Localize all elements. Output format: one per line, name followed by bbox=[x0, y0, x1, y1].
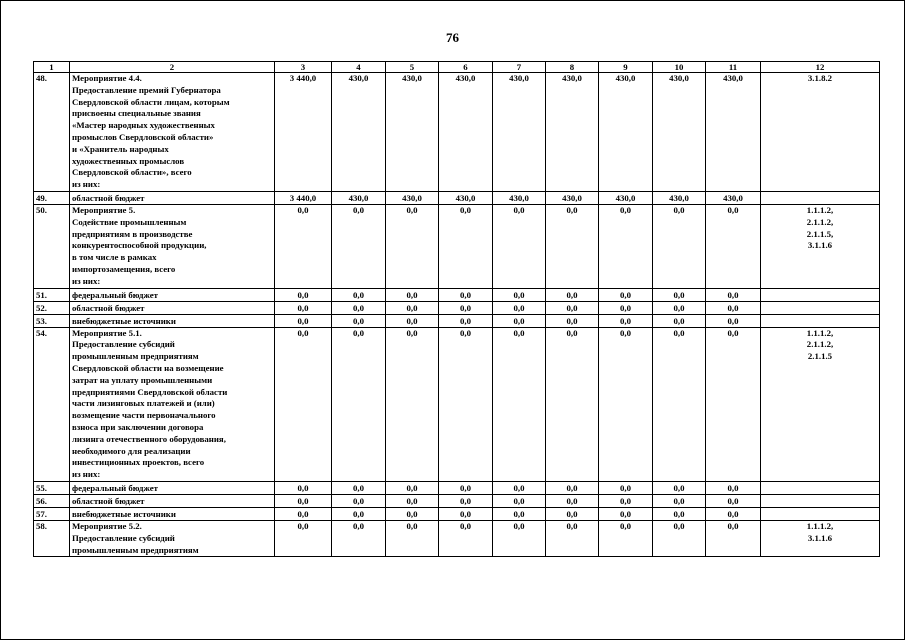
value-cell: 0,0 bbox=[275, 288, 332, 301]
program-table bbox=[33, 61, 880, 557]
value-cell: 430,0 bbox=[546, 73, 599, 192]
value-cell: 0,0 bbox=[706, 314, 761, 327]
row-number: 52. bbox=[34, 301, 70, 314]
value-cell: 0,0 bbox=[599, 507, 653, 520]
row-number: 56. bbox=[34, 494, 70, 507]
value-cell: 0,0 bbox=[546, 204, 599, 288]
description-line: «Мастер народных художественных bbox=[72, 120, 215, 131]
value-cell: 0,0 bbox=[386, 314, 439, 327]
value-cell: 0,0 bbox=[386, 327, 439, 481]
description-line: затрат на уплату промышленными bbox=[72, 374, 213, 385]
description-line: федеральный бюджет bbox=[72, 482, 158, 493]
table-row bbox=[34, 481, 880, 494]
value-cell: 0,0 bbox=[439, 481, 493, 494]
table-row bbox=[34, 301, 880, 314]
description-line: промышленным предприятиям bbox=[72, 351, 199, 362]
target-code: 1.1.1.2, 3.1.1.6 bbox=[761, 520, 880, 556]
value-cell: 430,0 bbox=[493, 191, 546, 204]
row-description bbox=[70, 301, 275, 314]
value-cell: 0,0 bbox=[493, 327, 546, 481]
column-header: 1 bbox=[34, 62, 70, 73]
value-cell: 0,0 bbox=[275, 520, 332, 556]
row-description bbox=[70, 520, 275, 556]
description-line: импортозамещения, всего bbox=[72, 263, 176, 274]
description-line: внебюджетные источники bbox=[72, 508, 176, 519]
value-cell: 0,0 bbox=[653, 481, 706, 494]
column-header: 10 bbox=[653, 62, 706, 73]
description-line: в том числе в рамках bbox=[72, 252, 157, 263]
description-line: Свердловской области лицам, которым bbox=[72, 96, 230, 107]
row-description bbox=[70, 191, 275, 204]
value-cell: 0,0 bbox=[332, 288, 386, 301]
target-code: 3.1.8.2 bbox=[761, 73, 880, 192]
value-cell: 0,0 bbox=[493, 481, 546, 494]
row-description bbox=[70, 314, 275, 327]
value-cell: 0,0 bbox=[332, 301, 386, 314]
row-number: 58. bbox=[34, 520, 70, 556]
column-header: 12 bbox=[761, 62, 880, 73]
row-description bbox=[70, 494, 275, 507]
value-cell: 0,0 bbox=[546, 494, 599, 507]
value-cell: 0,0 bbox=[546, 520, 599, 556]
description-line: предприятиям в производстве bbox=[72, 228, 193, 239]
description-line: областной бюджет bbox=[72, 495, 145, 506]
value-cell: 430,0 bbox=[653, 191, 706, 204]
value-cell: 430,0 bbox=[546, 191, 599, 204]
description-line: присвоены специальные звания bbox=[72, 108, 201, 119]
value-cell: 430,0 bbox=[599, 191, 653, 204]
row-number: 51. bbox=[34, 288, 70, 301]
value-cell: 0,0 bbox=[275, 481, 332, 494]
description-line: Предоставление премий Губернатора bbox=[72, 84, 221, 95]
value-cell: 0,0 bbox=[275, 507, 332, 520]
row-description bbox=[70, 288, 275, 301]
target-code bbox=[761, 191, 880, 204]
value-cell: 0,0 bbox=[706, 494, 761, 507]
value-cell: 0,0 bbox=[275, 314, 332, 327]
description-line: части лизинговых платежей и (или) bbox=[72, 398, 215, 409]
target-code bbox=[761, 314, 880, 327]
value-cell: 0,0 bbox=[439, 507, 493, 520]
value-cell: 0,0 bbox=[493, 494, 546, 507]
value-cell: 430,0 bbox=[332, 73, 386, 192]
description-line: Мероприятие 5. bbox=[72, 204, 136, 215]
value-cell: 0,0 bbox=[599, 301, 653, 314]
value-cell: 0,0 bbox=[275, 327, 332, 481]
column-header: 6 bbox=[439, 62, 493, 73]
value-cell: 0,0 bbox=[332, 494, 386, 507]
value-cell: 3 440,0 bbox=[275, 73, 332, 192]
description-line: Предоставление субсидий bbox=[72, 339, 175, 350]
value-cell: 0,0 bbox=[546, 507, 599, 520]
description-line: областной бюджет bbox=[72, 192, 145, 203]
value-cell: 0,0 bbox=[493, 314, 546, 327]
value-cell: 430,0 bbox=[493, 73, 546, 192]
description-line: областной бюджет bbox=[72, 302, 145, 313]
value-cell: 0,0 bbox=[332, 507, 386, 520]
table-row bbox=[34, 314, 880, 327]
value-cell: 430,0 bbox=[439, 191, 493, 204]
value-cell: 430,0 bbox=[386, 191, 439, 204]
row-description bbox=[70, 73, 275, 192]
value-cell: 0,0 bbox=[332, 481, 386, 494]
value-cell: 0,0 bbox=[439, 520, 493, 556]
table-row bbox=[34, 204, 880, 288]
row-number: 53. bbox=[34, 314, 70, 327]
row-number: 54. bbox=[34, 327, 70, 481]
description-line: Свердловской области на возмещение bbox=[72, 362, 224, 373]
value-cell: 0,0 bbox=[332, 204, 386, 288]
table-row bbox=[34, 73, 880, 192]
table-row bbox=[34, 494, 880, 507]
target-code bbox=[761, 288, 880, 301]
column-header: 7 bbox=[493, 62, 546, 73]
header-row bbox=[34, 62, 880, 73]
value-cell: 0,0 bbox=[546, 288, 599, 301]
description-line: промыслов Свердловской области» bbox=[72, 131, 214, 142]
value-cell: 0,0 bbox=[493, 301, 546, 314]
value-cell: 0,0 bbox=[439, 314, 493, 327]
column-header: 3 bbox=[275, 62, 332, 73]
row-number: 50. bbox=[34, 204, 70, 288]
column-header: 9 bbox=[599, 62, 653, 73]
target-code: 1.1.1.2, 2.1.1.2, 2.1.1.5, 3.1.1.6 bbox=[761, 204, 880, 288]
column-header: 4 bbox=[332, 62, 386, 73]
value-cell: 0,0 bbox=[439, 327, 493, 481]
description-line: Мероприятие 5.2. bbox=[72, 520, 142, 531]
description-line: необходимого для реализации bbox=[72, 445, 191, 456]
value-cell: 0,0 bbox=[546, 314, 599, 327]
description-line: из них: bbox=[72, 469, 101, 480]
description-line: из них: bbox=[72, 275, 101, 286]
row-description bbox=[70, 507, 275, 520]
value-cell: 0,0 bbox=[386, 494, 439, 507]
table-row bbox=[34, 327, 880, 481]
value-cell: 430,0 bbox=[706, 191, 761, 204]
description-line: возмещение части первоначального bbox=[72, 410, 216, 421]
value-cell: 0,0 bbox=[493, 520, 546, 556]
value-cell: 0,0 bbox=[386, 301, 439, 314]
row-description bbox=[70, 327, 275, 481]
value-cell: 0,0 bbox=[386, 481, 439, 494]
value-cell: 3 440,0 bbox=[275, 191, 332, 204]
value-cell: 0,0 bbox=[386, 520, 439, 556]
value-cell: 430,0 bbox=[653, 73, 706, 192]
description-line: предприятиями Свердловской области bbox=[72, 386, 228, 397]
value-cell: 0,0 bbox=[599, 481, 653, 494]
value-cell: 430,0 bbox=[332, 191, 386, 204]
column-header: 8 bbox=[546, 62, 599, 73]
value-cell: 0,0 bbox=[439, 494, 493, 507]
value-cell: 0,0 bbox=[599, 520, 653, 556]
value-cell: 0,0 bbox=[653, 520, 706, 556]
value-cell: 0,0 bbox=[706, 301, 761, 314]
target-code bbox=[761, 481, 880, 494]
value-cell: 0,0 bbox=[546, 481, 599, 494]
value-cell: 0,0 bbox=[439, 204, 493, 288]
description-line: Содействие промышленным bbox=[72, 216, 187, 227]
value-cell: 0,0 bbox=[332, 520, 386, 556]
value-cell: 430,0 bbox=[386, 73, 439, 192]
value-cell: 0,0 bbox=[706, 507, 761, 520]
table-row bbox=[34, 507, 880, 520]
target-code: 1.1.1.2, 2.1.1.2, 2.1.1.5 bbox=[761, 327, 880, 481]
value-cell: 0,0 bbox=[653, 494, 706, 507]
column-header: 11 bbox=[706, 62, 761, 73]
value-cell: 0,0 bbox=[653, 507, 706, 520]
value-cell: 0,0 bbox=[706, 288, 761, 301]
value-cell: 0,0 bbox=[439, 288, 493, 301]
description-line: промышленным предприятиям bbox=[72, 544, 199, 555]
description-line: федеральный бюджет bbox=[72, 289, 158, 300]
description-line: художественных промыслов bbox=[72, 155, 185, 166]
value-cell: 0,0 bbox=[706, 204, 761, 288]
value-cell: 0,0 bbox=[386, 288, 439, 301]
table-row bbox=[34, 191, 880, 204]
value-cell: 0,0 bbox=[706, 520, 761, 556]
row-number: 48. bbox=[34, 73, 70, 192]
value-cell: 0,0 bbox=[439, 301, 493, 314]
value-cell: 0,0 bbox=[546, 301, 599, 314]
value-cell: 0,0 bbox=[599, 494, 653, 507]
description-line: взноса при заключении договора bbox=[72, 421, 204, 432]
value-cell: 0,0 bbox=[275, 494, 332, 507]
table-row bbox=[34, 520, 880, 556]
column-header: 5 bbox=[386, 62, 439, 73]
row-number: 55. bbox=[34, 481, 70, 494]
target-code bbox=[761, 507, 880, 520]
row-description bbox=[70, 204, 275, 288]
description-line: Мероприятие 4.4. bbox=[72, 73, 142, 83]
description-line: Предоставление субсидий bbox=[72, 532, 175, 543]
value-cell: 0,0 bbox=[653, 314, 706, 327]
value-cell: 0,0 bbox=[493, 288, 546, 301]
description-line: Свердловской области», всего bbox=[72, 167, 192, 178]
row-number: 57. bbox=[34, 507, 70, 520]
description-line: внебюджетные источники bbox=[72, 315, 176, 326]
value-cell: 0,0 bbox=[493, 204, 546, 288]
value-cell: 0,0 bbox=[706, 481, 761, 494]
value-cell: 0,0 bbox=[653, 301, 706, 314]
value-cell: 0,0 bbox=[653, 204, 706, 288]
description-line: из них: bbox=[72, 179, 101, 190]
column-header: 2 bbox=[70, 62, 275, 73]
value-cell: 430,0 bbox=[439, 73, 493, 192]
value-cell: 0,0 bbox=[493, 507, 546, 520]
value-cell: 0,0 bbox=[275, 204, 332, 288]
page-number: 76 bbox=[446, 30, 459, 45]
value-cell: 0,0 bbox=[599, 314, 653, 327]
description-line: Мероприятие 5.1. bbox=[72, 327, 142, 338]
value-cell: 0,0 bbox=[546, 327, 599, 481]
row-number: 49. bbox=[34, 191, 70, 204]
value-cell: 0,0 bbox=[653, 327, 706, 481]
table-row bbox=[34, 288, 880, 301]
target-code bbox=[761, 301, 880, 314]
value-cell: 0,0 bbox=[599, 204, 653, 288]
row-description bbox=[70, 481, 275, 494]
value-cell: 0,0 bbox=[332, 314, 386, 327]
value-cell: 0,0 bbox=[275, 301, 332, 314]
description-line: конкурентоспособной продукции, bbox=[72, 240, 207, 251]
value-cell: 430,0 bbox=[599, 73, 653, 192]
value-cell: 430,0 bbox=[706, 73, 761, 192]
value-cell: 0,0 bbox=[386, 204, 439, 288]
value-cell: 0,0 bbox=[332, 327, 386, 481]
value-cell: 0,0 bbox=[599, 327, 653, 481]
description-line: инвестиционных проектов, всего bbox=[72, 457, 205, 468]
value-cell: 0,0 bbox=[599, 288, 653, 301]
value-cell: 0,0 bbox=[653, 288, 706, 301]
value-cell: 0,0 bbox=[706, 327, 761, 481]
description-line: лизинга отечественного оборудования, bbox=[72, 433, 226, 444]
target-code bbox=[761, 494, 880, 507]
description-line: и «Хранитель народных bbox=[72, 143, 169, 154]
value-cell: 0,0 bbox=[386, 507, 439, 520]
